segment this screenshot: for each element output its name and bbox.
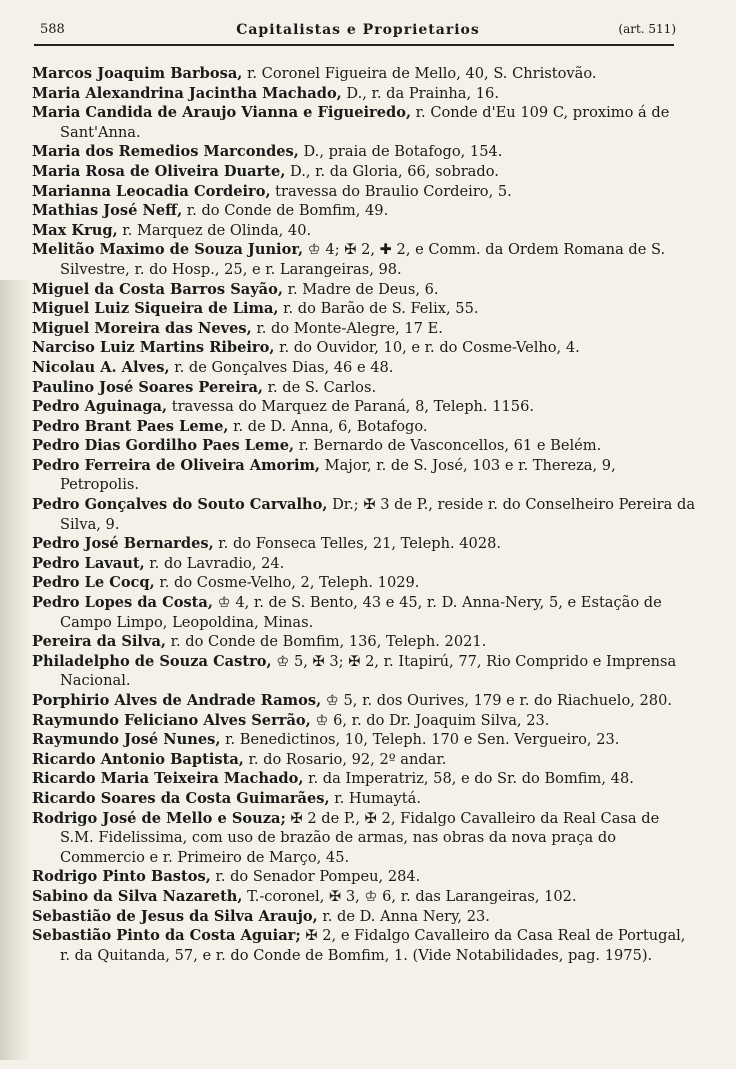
entry-name: Mathias José Neff, (32, 202, 183, 220)
entry-detail: r. de S. Carlos. (263, 378, 377, 396)
entry-detail: r. do Conde de Bomfim, 136, Teleph. 2021. (166, 633, 487, 651)
list-item (32, 456, 697, 495)
entry-detail: D., r. da Prainha, 16. (341, 84, 499, 102)
list-item (32, 926, 697, 965)
page-number: 588 (40, 22, 65, 37)
entry-name: Rodrigo Pinto Bastos, (32, 868, 211, 886)
list-item (32, 142, 697, 162)
entry-detail: D., praia de Botafogo, 154. (298, 143, 503, 161)
entry-detail: r. do Conde de Bomfim, 49. (182, 202, 389, 220)
entry-detail: D., r. da Gloria, 66, sobrado. (285, 162, 499, 180)
list-item (32, 554, 697, 574)
entry-detail: r. do Senador Pompeu, 284. (210, 868, 421, 886)
list-item (32, 280, 697, 300)
list-item (32, 378, 697, 398)
entry-name: Pedro Ferreira de Oliveira Amorim, (32, 456, 321, 474)
entry-detail: r. de D. Anna Nery, 23. (317, 907, 490, 925)
entry-name: Melitão Maximo de Souza Junior, (32, 241, 304, 259)
entry-name: Pedro Dias Gordilho Paes Leme, (32, 437, 295, 455)
entry-name: Pedro Aguinaga, (32, 398, 168, 416)
entry-name: Pedro José Bernardes, (32, 535, 214, 553)
entry-detail: ✠ 2, e Fidalgo Cavalleiro da Casa Real de Portugal, r. da Quitanda, 57, e r. do Conde de Bomfim, 1. (Vide Notabilidades, pag. 1975). (60, 927, 686, 964)
entry-name: Maria Rosa de Oliveira Duarte, (32, 162, 286, 180)
list-item (32, 358, 697, 378)
entry-detail: r. do Fonseca Telles, 21, Teleph. 4028. (213, 535, 502, 553)
entry-name: Rodrigo José de Mello e Souza; (32, 809, 286, 827)
entry-detail: r. Coronel Figueira de Mello, 40, S. Christovão. (242, 65, 597, 82)
list-item (32, 103, 697, 142)
entry-detail: r. do Cosme-Velho, 2, Teleph. 1029. (154, 574, 420, 592)
list-item (32, 750, 697, 770)
list-item (32, 867, 697, 887)
page-title: Capitalistas e Proprietarios (236, 22, 480, 38)
entry-name: Raymundo José Nunes, (32, 731, 221, 749)
list-item (32, 201, 697, 221)
list-item (32, 221, 697, 241)
list-item (32, 338, 697, 358)
entry-name: Maria Alexandrina Jacintha Machado, (32, 84, 342, 102)
entry-detail: r. de D. Anna, 6, Botafogo. (228, 417, 428, 435)
list-item (32, 769, 697, 789)
list-item (32, 240, 697, 279)
list-item (32, 417, 697, 437)
entry-name: Pereira da Silva, (32, 633, 166, 651)
entry-name: Pedro Lavaut, (32, 554, 145, 572)
entry-name: Raymundo Feliciano Alves Serrão, (32, 711, 311, 729)
entry-name: Maria Candida de Araujo Vianna e Figueiredo, (32, 104, 412, 122)
list-item (32, 397, 697, 417)
list-item (32, 711, 697, 731)
entry-name: Miguel da Costa Barros Sayão, (32, 280, 283, 298)
entry-detail: r. do Monte-Alegre, 17 E. (251, 319, 443, 337)
list-item (32, 299, 697, 319)
entry-detail: T.-coronel, ✠ 3, ♔ 6, r. das Larangeiras, 102. (242, 887, 577, 905)
list-item (32, 652, 697, 691)
entry-name: Ricardo Maria Teixeira Machado, (32, 770, 304, 788)
entry-detail: ♔ 5, r. dos Ourives, 179 e r. do Riachuelo, 280. (321, 692, 673, 709)
list-item (32, 319, 697, 339)
header-rule (34, 44, 674, 46)
entry-detail: r. Marquez de Olinda, 40. (117, 221, 312, 239)
entry-detail: r. do Lavradio, 24. (144, 554, 285, 572)
list-item (32, 573, 697, 593)
entry-detail: r. da Imperatriz, 58, e do Sr. do Bomfim, 48. (303, 770, 634, 788)
entry-name: Sabino da Silva Nazareth, (32, 887, 243, 905)
entry-name: Ricardo Antonio Baptista, (32, 750, 244, 768)
entry-name: Paulino José Soares Pereira, (32, 378, 263, 396)
list-item (32, 182, 697, 202)
entry-name: Marianna Leocadia Cordeiro, (32, 182, 271, 200)
entry-detail: r. Conde d'Eu 109 C, proximo á de Sant'Anna. (60, 104, 670, 141)
entry-detail: r. do Ouvidor, 10, e r. do Cosme-Velho, 4. (274, 339, 580, 357)
list-item (32, 162, 697, 182)
entry-detail: Dr.; ✠ 3 de P., reside r. do Conselheiro Pereira da Silva, 9. (60, 496, 696, 533)
entry-detail: r. Madre de Deus, 6. (282, 280, 439, 298)
entry-detail: travessa do Braulio Cordeiro, 5. (270, 182, 512, 200)
entry-name: Porphirio Alves de Andrade Ramos, (32, 692, 322, 709)
page-header (22, 20, 694, 44)
entry-name: Philadelpho de Souza Castro, (32, 652, 272, 670)
entry-name: Miguel Luiz Siqueira de Lima, (32, 300, 279, 318)
entry-detail: Major, r. de S. José, 103 e r. Thereza, 9, Petropolis. (60, 456, 616, 494)
list-item (32, 436, 697, 456)
list-item (32, 534, 697, 554)
entry-name: Maria dos Remedios Marcondes, (32, 143, 299, 161)
entry-detail: ✠ 2 de P., ✠ 2, Fidalgo Cavalleiro da Real Casa de S.M. Fidelissima, com uso de brazão de armas, nas obras da nova praça do Commercio e r. Primeiro de Março, 45. (60, 809, 660, 866)
entry-detail: r. de Gonçalves Dias, 46 e 48. (169, 358, 394, 376)
article-reference: (art. 511) (618, 22, 676, 36)
entry-name: Pedro Gonçalves do Souto Carvalho, (32, 496, 328, 514)
entry-name: Max Krug, (32, 221, 118, 239)
entry-name: Sebastião de Jesus da Silva Araujo, (32, 907, 318, 925)
entry-detail: ♔ 6, r. do Dr. Joaquim Silva, 23. (310, 711, 550, 729)
entry-name: Nicolau A. Alves, (32, 358, 170, 376)
entry-detail: r. Bernardo de Vasconcellos, 61 e Belém. (294, 437, 602, 455)
entry-detail: r. do Barão de S. Felix, 55. (278, 300, 479, 318)
entry-name: Miguel Moreira das Neves, (32, 319, 252, 337)
list-item (32, 84, 697, 104)
entry-name: Ricardo Soares da Costa Guimarães, (32, 789, 330, 807)
entry-list (32, 64, 697, 965)
list-item (32, 495, 697, 534)
entry-detail: r. do Rosario, 92, 2º andar. (243, 750, 447, 768)
entry-name: Pedro Brant Paes Leme, (32, 417, 229, 435)
list-item (32, 632, 697, 652)
list-item (32, 907, 697, 927)
entry-detail: ♔ 5, ✠ 3; ✠ 2, r. Itapirú, 77, Rio Comprido e Imprensa Nacional. (60, 652, 677, 690)
list-item (32, 730, 697, 750)
entry-detail: r. Benedictinos, 10, Teleph. 170 e Sen. Vergueiro, 23. (220, 731, 620, 749)
entry-name: Sebastião Pinto da Costa Aguiar; (32, 927, 301, 945)
page-edge-shading (0, 280, 30, 1060)
list-item (32, 593, 697, 632)
entry-name: Pedro Le Cocq, (32, 574, 155, 592)
list-item (32, 789, 697, 809)
entry-name: Narciso Luiz Martins Ribeiro, (32, 339, 275, 357)
entry-name: Marcos Joaquim Barbosa, (32, 65, 243, 82)
list-item (32, 809, 697, 868)
entry-detail: r. Humaytá. (329, 789, 421, 807)
entry-detail: ♔ 4, r. de S. Bento, 43 e 45, r. D. Anna-Nery, 5, e Estação de Campo Limpo, Leopoldina, Minas. (60, 594, 662, 631)
list-item (32, 64, 697, 84)
entry-detail: ♔ 4; ✠ 2, ✚ 2, e Comm. da Ordem Romana de S. Silvestre, r. do Hosp., 25, e r. Larangeiras, 98. (60, 241, 666, 278)
entry-name: Pedro Lopes da Costa, (32, 594, 213, 612)
list-item (32, 691, 697, 711)
list-item (32, 887, 697, 907)
entry-detail: travessa do Marquez de Paraná, 8, Teleph. 1156. (167, 398, 534, 416)
